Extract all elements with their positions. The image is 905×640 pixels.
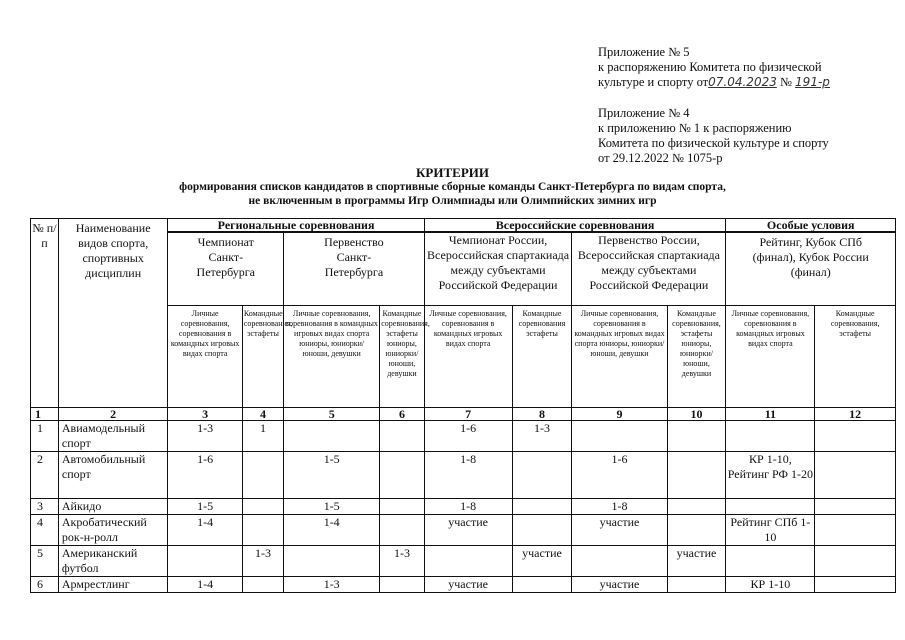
cell: 1-3 (168, 421, 242, 452)
sport-name: Авиамодельный спорт (58, 421, 168, 452)
appendix-5-line1: к распоряжению Комитета по физической (598, 60, 822, 74)
table-row (31, 421, 896, 452)
cell (815, 577, 896, 593)
cell: участие (512, 546, 572, 577)
cell (380, 452, 424, 499)
subcol-4: Командные соревнования, эстафеты (242, 306, 283, 408)
appendix-4-line2: Комитета по физической культуре и спорту (598, 136, 829, 150)
cell: Рейтинг СПб 1-10 (726, 515, 815, 546)
sport-name: Айкидо (58, 499, 168, 515)
cell (424, 546, 512, 577)
column-number: 9 (572, 408, 667, 421)
cell (380, 421, 424, 452)
cell (815, 452, 896, 499)
cell: 1-6 (168, 452, 242, 499)
subgroup-russia-first: Первенство России, Всероссийская спартакиада между субъектами Российской Федерации (572, 232, 726, 306)
cell: 1-4 (284, 515, 380, 546)
appendix-5-line2: культуре и спорту от07.04.2023 № 191-р (598, 75, 830, 89)
subcol-11: Личные соревнования, соревнования в командных игровых видах спорта (726, 306, 815, 408)
cell (242, 577, 283, 593)
column-number: 2 (58, 408, 168, 421)
sport-name: Армрестлинг (58, 577, 168, 593)
cell (284, 546, 380, 577)
cell: КР 1-10 (726, 577, 815, 593)
column-number: 12 (815, 408, 896, 421)
cell (380, 577, 424, 593)
cell (572, 421, 667, 452)
cell (667, 577, 726, 593)
row-number: 3 (31, 499, 59, 515)
subcol-9: Личные соревнования, соревнования в командных игровых видах спорта юниоры, юниорки/ юноши, девушки (572, 306, 667, 408)
col-header-name: Наименование видов спорта, спортивных дисциплин (58, 219, 168, 408)
cell (726, 499, 815, 515)
group-regional: Региональные соревнования (168, 219, 424, 233)
appendix-4-line3: от 29.12.2022 № 1075-р (598, 151, 723, 165)
cell: 1-6 (424, 421, 512, 452)
column-number: 8 (512, 408, 572, 421)
cell (284, 421, 380, 452)
cell (667, 452, 726, 499)
column-number: 5 (284, 408, 380, 421)
appendix-5-title: Приложение № 5 (598, 45, 690, 59)
cell (512, 577, 572, 593)
sport-name: Автомобильный спорт (58, 452, 168, 499)
cell (726, 546, 815, 577)
column-number: 3 (168, 408, 242, 421)
sport-name: Американский футбол (58, 546, 168, 577)
column-number-row (31, 408, 896, 421)
document-subtitle-1: формирования списков кандидатов в спортивные сборные команды Санкт-Петербурга по видам спорта, (179, 181, 726, 193)
row-number: 6 (31, 577, 59, 593)
handwritten-date: 07.04.2023 (708, 75, 777, 89)
table-row (31, 452, 896, 499)
cell: участие (667, 546, 726, 577)
cell (380, 499, 424, 515)
cell: участие (572, 515, 667, 546)
document-subtitle-2: не включенным в программы Игр Олимпиады или Олимпийских зимних игр (248, 195, 657, 207)
cell: участие (424, 577, 512, 593)
subcol-8: Командные соревнования эстафеты (512, 306, 572, 408)
criteria-table (30, 218, 896, 593)
appendix-5-block (598, 45, 830, 90)
appendix-4-title: Приложение № 4 (598, 106, 690, 120)
group-header-row (31, 219, 896, 233)
table-row (31, 515, 896, 546)
column-number: 7 (424, 408, 512, 421)
subgroup-spb-championship: Чемпионат Санкт-Петербурга (168, 232, 284, 306)
row-number: 1 (31, 421, 59, 452)
column-number: 1 (31, 408, 59, 421)
cell: 1-3 (512, 421, 572, 452)
subgroup-russia-championship: Чемпионат России, Всероссийская спартакиада между субъектами Российской Федерации (424, 232, 572, 306)
appendix-4-line1: к приложению № 1 к распоряжению (598, 121, 792, 135)
subcol-6: Командные соревнования, эстафеты юниоры, юниорки/ юноши, девушки (380, 306, 424, 408)
cell (512, 515, 572, 546)
table-row (31, 577, 896, 593)
cell (815, 515, 896, 546)
appendix-4-block (598, 106, 829, 166)
cell (726, 421, 815, 452)
cell: 1-3 (284, 577, 380, 593)
cell (572, 546, 667, 577)
cell (168, 546, 242, 577)
table-row (31, 499, 896, 515)
table-row (31, 546, 896, 577)
cell (815, 546, 896, 577)
cell: участие (424, 515, 512, 546)
cell: 1-8 (424, 452, 512, 499)
subcol-7: Личные соревнования, соревнования в командных игровых видах спорта (424, 306, 512, 408)
cell: 1-4 (168, 515, 242, 546)
cell (242, 515, 283, 546)
sport-name: Акробатический рок-н-ролл (58, 515, 168, 546)
cell: 1-4 (168, 577, 242, 593)
subcol-3: Личные соревнования, соревнования в командных игровых видах спорта (168, 306, 242, 408)
column-number: 4 (242, 408, 283, 421)
cell: 1-6 (572, 452, 667, 499)
cell (380, 515, 424, 546)
cell (512, 499, 572, 515)
cell (815, 499, 896, 515)
cell: 1-3 (242, 546, 283, 577)
cell: 1 (242, 421, 283, 452)
cell (512, 452, 572, 499)
cell: участие (572, 577, 667, 593)
cell: 1-5 (284, 499, 380, 515)
cell: 1-8 (572, 499, 667, 515)
handwritten-number: 191-р (795, 75, 830, 89)
row-number: 2 (31, 452, 59, 499)
cell (242, 499, 283, 515)
group-allrussian: Всероссийские соревнования (424, 219, 726, 233)
row-number: 5 (31, 546, 59, 577)
group-special: Особые условия (726, 219, 896, 233)
cell (667, 515, 726, 546)
subcol-12: Командные соревнования, эстафеты (815, 306, 896, 408)
cell (667, 499, 726, 515)
cell: 1-3 (380, 546, 424, 577)
cell (242, 452, 283, 499)
col-header-no: № п/п (31, 219, 59, 408)
cell: КР 1-10, Рейтинг РФ 1-20 (726, 452, 815, 499)
cell: 1-8 (424, 499, 512, 515)
row-number: 4 (31, 515, 59, 546)
column-number: 6 (380, 408, 424, 421)
document-title: КРИТЕРИИ (416, 165, 489, 180)
cell: 1-5 (284, 452, 380, 499)
cell (815, 421, 896, 452)
column-number: 11 (726, 408, 815, 421)
subcol-5: Личные соревнования, соревнования в командных игровых видах спорта юниоры, юниорки/ юноши, девушки (284, 306, 380, 408)
subcol-10: Командные соревнования, эстафеты юниоры, юниорки/ юноши, девушки (667, 306, 726, 408)
cell: 1-5 (168, 499, 242, 515)
column-number: 10 (667, 408, 726, 421)
subgroup-spb-first: Первенство Санкт-Петербурга (284, 232, 425, 306)
cell (667, 421, 726, 452)
subgroup-rating: Рейтинг, Кубок СПб (финал), Кубок России (финал) (726, 232, 896, 306)
